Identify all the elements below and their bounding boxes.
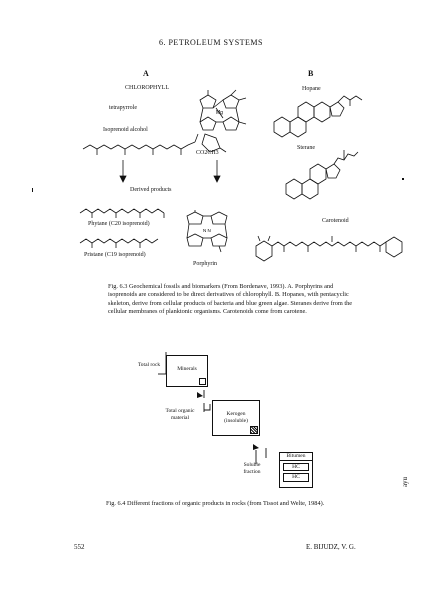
margin-mark: ayu	[401, 476, 410, 488]
pristane-structure	[78, 233, 168, 249]
chlorophyll-label: CHLOROPHYLL	[125, 85, 170, 91]
total-rock-label: Total rock	[137, 362, 161, 368]
kerogen-label: Kerogen (insoluble)	[224, 411, 248, 424]
hc-bottom-label: HC	[292, 474, 300, 480]
right-margin-dot	[402, 178, 404, 180]
sterane-label: Sterane	[297, 145, 315, 151]
hopane-structure	[270, 92, 366, 140]
carotenoid-label: Carotenoid	[322, 218, 349, 224]
running-header: 6. PETROLEUM SYSTEMS	[158, 38, 263, 47]
panel-b-label: B	[308, 69, 314, 78]
pristane-label: Pristane (C19 isoprenoid)	[84, 252, 146, 258]
page-number: 552	[74, 543, 85, 551]
bitumen-label: Bitumen	[280, 453, 312, 461]
panel-a-label: A	[143, 69, 149, 78]
carotenoid-structure	[252, 230, 410, 266]
svg-text:N N: N N	[203, 228, 211, 233]
hc-cell-bottom	[283, 473, 309, 482]
svg-text:Mg: Mg	[216, 110, 223, 116]
kerogen-box	[212, 400, 260, 436]
hopane-label: Hopane	[302, 86, 321, 92]
figure-6-4-caption: Fig. 6.4 Different fractions of organic products in rocks (from Tissot and Welte, 1984).	[106, 500, 325, 507]
porphyrin-label: Porphyrin	[193, 261, 217, 267]
minerals-box	[166, 355, 208, 387]
derived-products-label: Derived products	[130, 187, 172, 193]
footer-author: E. BIJUDZ, V. G.	[306, 543, 356, 551]
soluble-fraction-label: Soluble fraction	[243, 462, 261, 475]
total-organic-label: Total organic material	[165, 408, 195, 421]
derivation-arrows	[105, 158, 265, 198]
phytane-structure	[78, 203, 168, 219]
minerals-label: Minerals	[177, 366, 197, 372]
minerals-corner-mark	[199, 378, 206, 385]
hc-cell-top	[283, 463, 309, 472]
tetrapyrrole-label: tetrapyrrole	[109, 105, 137, 111]
isoprenoid-alcohol-label: Isoprenoid alcohol	[103, 127, 148, 133]
porphyrin-structure	[181, 210, 233, 256]
ester-group-label: CO2CH3	[196, 150, 219, 156]
phytane-label: Phytane (C20 isoprenoid)	[88, 221, 150, 227]
figure-6-3-caption: Fig. 6.3 Geochemical fossils and biomarkers (From Bordenave, 1993). A. Porphyrins and isoprenoids are considered to be direct derivatives of chlorophyll. B. Hopanes, with pentacyclic skeleton, derive from cellular products of bacteria and blue green algae. Steranes derive from the cellular membranes of planktonic organisms. Carotenoids come from carotene.	[108, 283, 353, 316]
left-margin-dot	[32, 188, 33, 192]
hc-top-label: HC	[292, 463, 300, 470]
sterane-structure	[282, 148, 362, 204]
bitumen-box	[279, 452, 313, 488]
kerogen-hatched-corner	[250, 426, 258, 434]
